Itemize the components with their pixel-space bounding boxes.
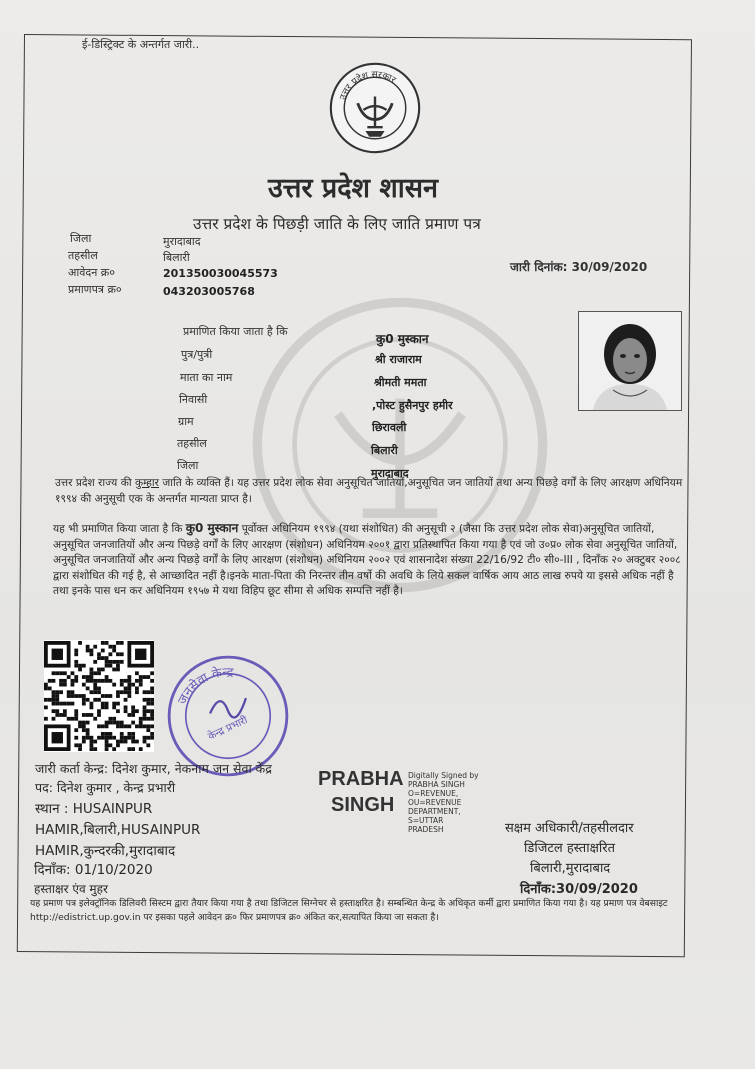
detail-value: कु0 मुस्कान: [376, 332, 429, 346]
exclusion-paragraph: [53, 521, 685, 600]
issuer-address: HAMIR,कुन्दरकी,मुरादाबाद: [35, 843, 176, 859]
certificate-subtitle: उत्तर प्रदेश के पिछड़ी जाति के लिए जाति प्रमाण पत्र: [193, 215, 481, 233]
paragraph-text: पूर्वोक्त अधिनियम १९९४ (यथा संशोधित) की अनुसूची २ (जैसा कि उत्तर प्रदेश लोक सेवा)अनुसूचित जातियों, अनुसूचित जनजातियों और अन्य पिछड़े वर्गों के लिए आरक्षण (संशोधन) अधिनियम २००१ द्वारा प्रतिस्थापित किया गया है एवं जो उ०प्र० लोक सेवा अनुसूचित जातियों, अनुसूचित जनजातियों और अन्य पिछड़े वर्गों के लिए आरक्षण (संशोधन) अधिनियम २००२ एवं शासनादेश संख्या 22/16/92 टी० सी०-III , दिनाँक २० अक्टुबर २००८ द्वारा संशोधित की गई है, से आच्छादित नहीं है।इनके माता-पिता की निरन्तर तीन वर्षो की अवधि के लिये सकल वार्षिक आय आठ लाख रुपये या इससे अधिक नहीं है तथा इनके पास धन कर अधिनियम १९५७ मे यथा विहिप छूट सीमा से अधिक सम्पत्ति नहीं है।: [53, 523, 681, 597]
detail-value: छिरावली: [372, 421, 407, 434]
certificate-number: 043203005768: [163, 285, 255, 298]
qr-code-icon: [44, 640, 154, 752]
detail-value: श्रीमती ममता: [374, 376, 427, 389]
detail-value: मुरादाबाद: [371, 467, 409, 480]
issuer-signature-label: हस्ताक्षर एंव मुहर: [34, 882, 108, 896]
detail-label: निवासी: [179, 393, 208, 406]
issuer-place: स्थान : HUSAINPUR: [35, 801, 153, 817]
paragraph-text: उत्तर प्रदेश राज्य की: [55, 477, 135, 489]
signer-name-last: SINGH: [331, 794, 395, 816]
stamp-inner-text: केन्द्र प्रभारी: [206, 714, 250, 743]
detail-label: ग्राम: [178, 415, 194, 428]
sig-line: S=UTTAR: [408, 816, 444, 825]
authority-signed: डिजिटल हस्ताक्षरित: [524, 841, 615, 856]
sig-line: DEPARTMENT,: [408, 807, 461, 816]
header-note: ई-डिस्ट्रिक्ट के अन्तर्गत जारी..: [82, 38, 200, 51]
applicant-name: कु0 मुस्कान: [185, 521, 239, 535]
detail-label: तहसील: [177, 437, 207, 450]
detail-label: प्रमाणित किया जाता है कि: [183, 325, 288, 338]
detail-label: जिला: [177, 459, 199, 472]
district-value: मुरादाबाद: [163, 235, 201, 248]
signer-name-first: PRABHA: [318, 768, 404, 790]
up-govt-emblem-icon: [326, 60, 424, 156]
caste-paragraph: [55, 476, 685, 507]
page-title: उत्तर प्रदेश शासन: [268, 173, 438, 204]
authority-place: बिलारी,मुरादाबाद: [530, 861, 611, 876]
issuer-date: दिनाँक: 01/10/2020: [34, 862, 153, 878]
sig-line: OU=REVENUE: [408, 798, 462, 807]
issuer-center: जारी कर्ता केन्द्र: दिनेश कुमार, नेकनाम जन सेवा केंद्र: [35, 761, 272, 776]
applicant-photo: [578, 311, 682, 411]
certificate-label: प्रमाणपत्र क्र०: [68, 283, 122, 296]
stamp-text: जनसेवा केन्द्र: [175, 665, 234, 708]
issue-date: जारी दिनांक: 30/09/2020: [510, 260, 648, 274]
application-number: 201350030045573: [163, 267, 278, 280]
tehsil-label: तहसील: [68, 249, 98, 262]
authority-title: सक्षम अधिकारी/तहसीलदार: [505, 821, 634, 836]
issuer-address: HAMIR,बिलारी,HUSAINPUR: [35, 822, 201, 838]
district-label: जिला: [70, 232, 92, 245]
sig-line: PRADESH: [408, 825, 444, 834]
qr-code[interactable]: [44, 640, 154, 752]
detail-label: पुत्र/पुत्री: [181, 348, 213, 361]
detail-value: श्री राजाराम: [375, 353, 422, 366]
application-label: आवेदन क्र०: [68, 266, 115, 279]
authority-date: दिनाँक:30/09/2020: [520, 882, 638, 897]
issuer-post: पद: दिनेश कुमार , केन्द्र प्रभारी: [35, 780, 176, 795]
sig-line: O=REVENUE,: [408, 789, 459, 798]
tehsil-value: बिलारी: [163, 251, 190, 264]
detail-value: बिलारी: [371, 444, 398, 457]
digital-signature-details: [408, 771, 479, 834]
emblem-text: उत्तर प्रदेश सरकार: [338, 70, 398, 102]
caste-name: कुम्हार: [134, 477, 159, 489]
svg-text:जनसेवा केन्द्र: [175, 665, 234, 708]
paragraph-text: जाति के व्यक्ति हैं। यह उत्तर प्रदेश लोक सेवा अनुसूचित जातियों,अनुसूचित जन जातियों तथा अन्य पिछड़े वर्गों के लिए आरक्षण अधिनियम १९९४ की अनुसूची एक के अन्तर्गत मान्यता प्राप्त है।: [55, 477, 683, 505]
person-photo-icon: [579, 312, 681, 410]
paragraph-text: यह भी प्रमाणित किया जाता है कि: [53, 523, 186, 535]
sig-line: Digitally Signed by: [408, 771, 479, 780]
detail-label: माता का नाम: [180, 371, 233, 384]
footer-note: यह प्रमाण पत्र इलेक्ट्रॉनिक डिलिवरी सिस्टम द्वारा तैयार किया गया है तथा डिजिटल सिग्नेचर से हस्ताक्षरित है। सम्बन्धित केन्द्र के अधिकृत कर्मी द्वारा प्रमाणित किया गया है। यह प्रमाण पत्र वेबसाइट http://edistrict.up.gov.in पर इसका पहले आवेदन क्र० फिर प्रमाणपत्र क्र० अंकित कर,सत्यापित किया जा सकता है।: [30, 898, 668, 923]
detail-value: ,पोस्ट हुसैनपुर हमीर: [372, 399, 453, 412]
sig-line: PRABHA SINGH: [408, 780, 465, 789]
